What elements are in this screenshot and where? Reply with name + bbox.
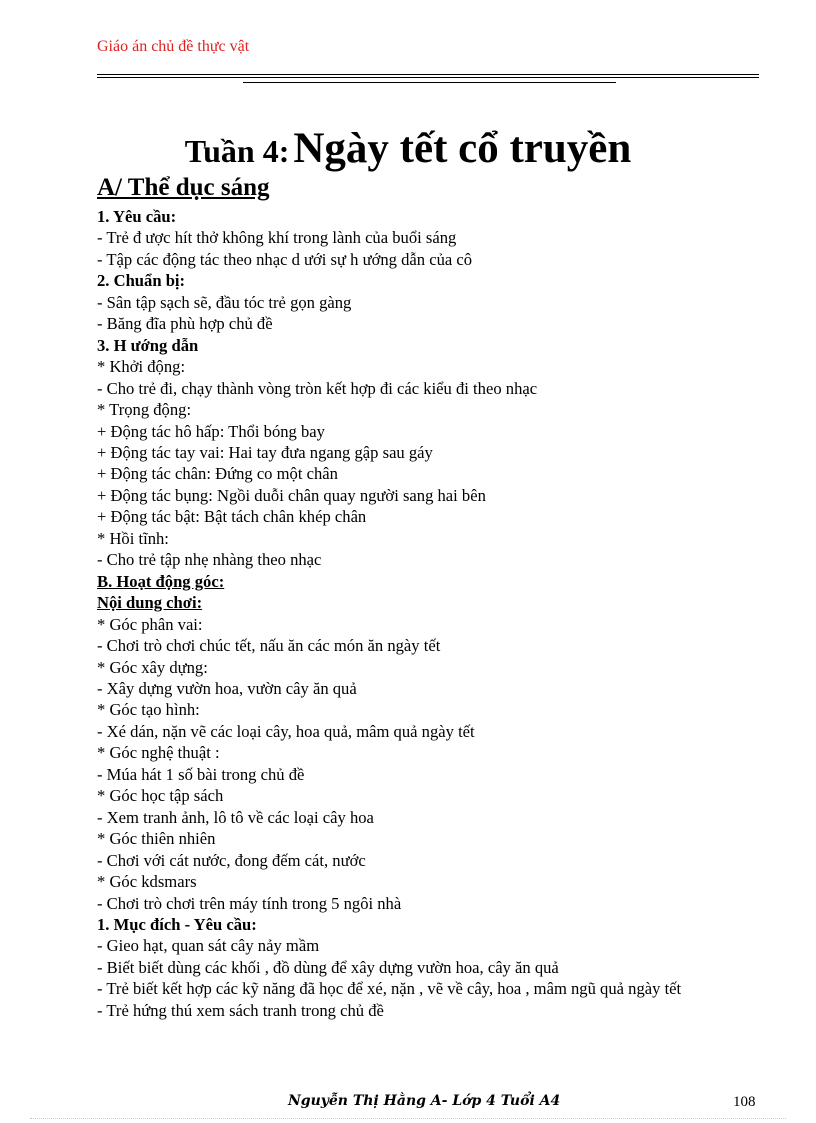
body-line: * Góc xây dựng: (97, 657, 208, 677)
body-line: - Cho trẻ tập nhẹ nhàng theo nhạc (97, 550, 322, 570)
body-line: + Động tác bụng: Ngồi duỗi chân quay người sang hai bên (97, 485, 486, 505)
body-line: * Góc nghệ thuật : (97, 743, 220, 763)
body-line: 1. Yêu cầu: (97, 207, 177, 226)
body-line: Nội dung chơi: (97, 593, 203, 613)
footer-author: Nguyễn Thị Hằng A- Lớp 4 Tuổi A4 (288, 1093, 561, 1109)
body-line: - Chơi trò chơi trên máy tính trong 5 ngôi nhà (97, 893, 402, 913)
body-line: * Hồi tĩnh: (97, 528, 169, 548)
document-body (97, 206, 762, 1021)
body-line: * Góc phân vai: (97, 614, 203, 634)
body-line: * Trọng động: (97, 400, 192, 420)
document-header-title: Giáo án chủ đề thực vật (97, 38, 250, 55)
body-line: B. Hoạt động góc: (97, 571, 225, 591)
body-line: * Góc học tập sách (97, 786, 224, 806)
body-line: - Múa hát 1 số bài trong chủ đề (97, 764, 305, 784)
body-line: - Chơi với cát nước, đong đếm cát, nước (97, 850, 366, 870)
body-line: - Cho trẻ đi, chạy thành vòng tròn kết hợp đi các kiểu đi theo nhạc (97, 378, 538, 398)
body-line: - Xé dán, nặn vẽ các loại cây, hoa quả, mâm quả ngày tết (97, 721, 475, 741)
body-line: - Băng đĩa phù hợp chủ đề (97, 314, 273, 334)
page-title (0, 124, 816, 173)
page-number: 108 (733, 1094, 756, 1110)
body-line: + Động tác hô hấp: Thổi bóng bay (97, 421, 325, 441)
header-rule-top (97, 74, 759, 75)
title-prefix: Tuần 4: (184, 133, 290, 169)
header-rule-middle (97, 77, 759, 78)
body-line: - Biết biết dùng các khối , đồ dùng để xây dựng vườn hoa, cây ăn quả (97, 957, 559, 977)
body-line: * Khởi động: (97, 357, 186, 377)
body-line: + Động tác chân: Đứng co một chân (97, 464, 338, 484)
body-line: 3. H ướng dẫn (97, 335, 199, 355)
header-rule-short (243, 82, 616, 83)
body-line: * Góc thiên nhiên (97, 829, 216, 849)
body-line: 1. Mục đích - Yêu cầu: (97, 914, 257, 934)
body-line: - Tập các động tác theo nhạc d ưới sự h ướng dẫn của cô (97, 249, 473, 269)
footer-dotted-line (30, 1118, 786, 1119)
section-a-heading: A/ Thể dục sáng (97, 174, 270, 201)
body-line: - Trẻ hứng thú xem sách tranh trong chủ đề (97, 1000, 384, 1020)
body-line: - Sân tập sạch sẽ, đầu tóc trẻ gọn gàng (97, 292, 352, 312)
body-line: - Xây dựng vườn hoa, vườn cây ăn quả (97, 678, 357, 698)
body-line: * Góc kdsmars (97, 872, 197, 892)
body-line: * Góc tạo hình: (97, 700, 200, 720)
body-line: - Trẻ đ ược hít thở không khí trong lành của buổi sáng (97, 228, 457, 248)
body-line: + Động tác tay vai: Hai tay đưa ngang gập sau gáy (97, 442, 433, 462)
body-line: - Gieo hạt, quan sát cây nảy mầm (97, 936, 320, 956)
body-line: 2. Chuẩn bị: (97, 271, 186, 291)
body-line: - Chơi trò chơi chúc tết, nấu ăn các món ăn ngày tết (97, 636, 441, 656)
body-line: + Động tác bật: Bật tách chân khép chân (97, 507, 367, 527)
body-line: - Xem tranh ảnh, lô tô về các loại cây hoa (97, 807, 374, 827)
body-line: - Trẻ biết kết hợp các kỹ năng đã học để xé, nặn , vẽ về cây, hoa , mâm ngũ quả ngày tết (97, 979, 682, 999)
title-main: Ngày tết cổ truyền (293, 125, 632, 172)
